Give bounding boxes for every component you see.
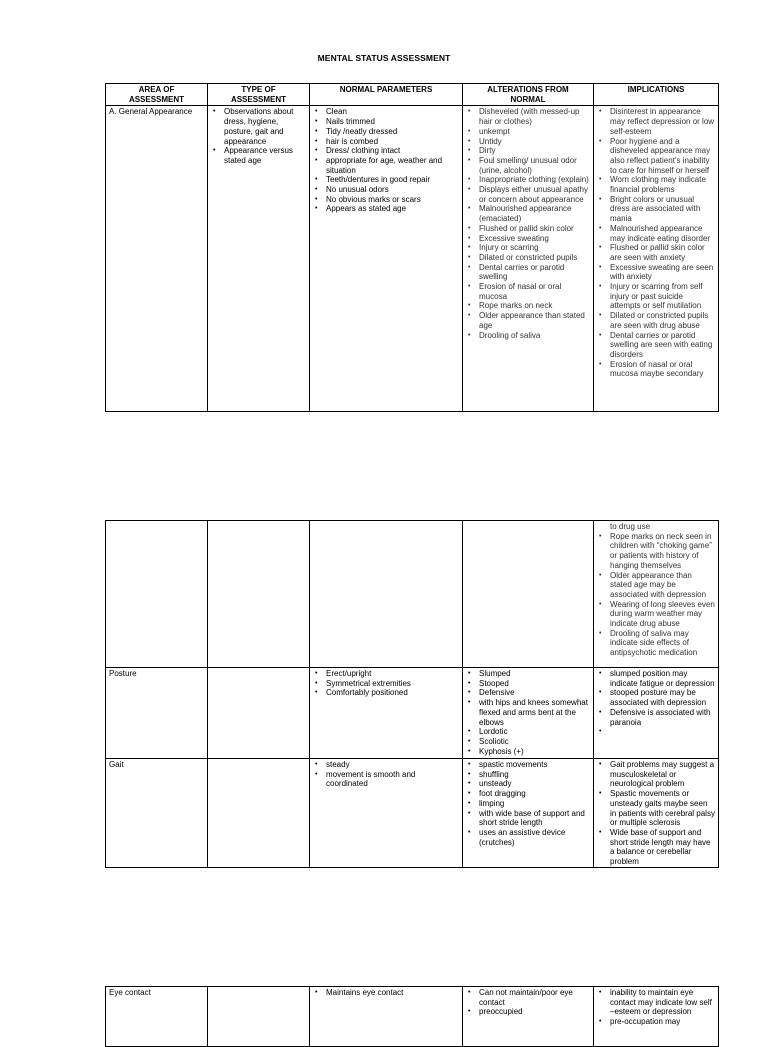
list-item: • Disheveled (with messed-up hair or clothes) bbox=[479, 107, 590, 126]
list-item: • No obvious marks or scars bbox=[326, 195, 459, 205]
normal-list bbox=[313, 107, 459, 214]
list-item: • Dilated or constricted pupils bbox=[479, 253, 590, 263]
list-item: • inability to maintain eye contact may indicate low self –esteem or depression bbox=[610, 988, 715, 1017]
list-item: • Erosion of nasal or oral mucosa bbox=[479, 282, 590, 301]
area-label: Posture bbox=[109, 669, 137, 678]
list-item: • Untidy bbox=[479, 137, 590, 147]
area-label: A. General Appearance bbox=[109, 107, 193, 117]
implications-cell bbox=[594, 521, 719, 668]
table-row-gait bbox=[106, 759, 719, 868]
list-item: • Defensive is associated with paranoia bbox=[610, 708, 715, 727]
list-item: • Drooling of saliva bbox=[479, 331, 590, 341]
list-item: • Older appearance than stated age may be associated with depression bbox=[610, 571, 715, 600]
list-item: • Symmetrical extremities bbox=[326, 679, 459, 689]
list-item: to drug use bbox=[610, 522, 651, 531]
list-item: • Displays either unusual apathy or concern about appearance bbox=[479, 185, 590, 204]
header-normal: NORMAL PARAMETERS bbox=[310, 84, 463, 106]
list-item: • steady bbox=[326, 760, 459, 770]
list-item: • Appearance versus stated age bbox=[224, 146, 306, 165]
area-cell bbox=[106, 759, 208, 868]
list-item: • with wide base of support and short stride length bbox=[479, 809, 590, 828]
list-item: • slumped position may indicate fatigue or depression bbox=[610, 669, 715, 688]
normal-list bbox=[313, 988, 459, 998]
alterations-cell bbox=[463, 106, 594, 412]
list-item: • Foul smelling/ unusual odor (urine, alcohol) bbox=[479, 156, 590, 175]
list-item: • Flushed or pallid skin color bbox=[479, 224, 590, 234]
list-item: • Disinterest in appearance may reflect depression or low self-esteem bbox=[610, 107, 715, 136]
list-item: • Malnourished appearance may indicate eating disorder bbox=[610, 224, 715, 243]
table-row-continued bbox=[106, 521, 719, 668]
assessment-table-2 bbox=[105, 520, 719, 868]
alterations-list bbox=[466, 988, 590, 1017]
list-item: • hair is combed bbox=[326, 137, 459, 147]
list-item: • No unusual odors bbox=[326, 185, 459, 195]
list-item: • Dilated or constricted pupils are seen with drug abuse bbox=[610, 311, 715, 330]
alterations-list bbox=[466, 107, 590, 340]
list-item: • appropriate for age, weather and situation bbox=[326, 156, 459, 175]
table-row-general-appearance bbox=[106, 106, 719, 412]
list-item: • Scoliotic bbox=[479, 737, 590, 747]
assessment-table-3 bbox=[105, 986, 719, 1047]
list-item: • Excessive sweating bbox=[479, 234, 590, 244]
list-item: • Flushed or pallid skin color are seen with anxiety bbox=[610, 243, 715, 262]
normal-cell bbox=[310, 987, 463, 1047]
list-item: • Injury or scarring bbox=[479, 243, 590, 253]
list-item: • Erect/upright bbox=[326, 669, 459, 679]
page-title: MENTAL STATUS ASSESSMENT bbox=[317, 53, 451, 63]
list-item: • Inappropriate clothing (explain) bbox=[479, 175, 590, 185]
list-item: • stooped posture may be associated with depression bbox=[610, 688, 715, 707]
alterations-cell bbox=[463, 668, 594, 759]
list-item: • Worn clothing may indicate financial problems bbox=[610, 175, 715, 194]
list-item: • Malnourished appearance (emaciated) bbox=[479, 204, 590, 223]
normal-cell bbox=[310, 759, 463, 868]
list-item: • Dental carries or parotid swelling are seen with eating disorders bbox=[610, 331, 715, 360]
normal-list bbox=[313, 760, 459, 789]
list-item: • Spastic movements or unsteady gaits maybe seen in patients with cerebral palsy or multiple sclerosis bbox=[610, 789, 715, 828]
list-item: • unkempt bbox=[479, 127, 590, 137]
implications-list bbox=[597, 107, 715, 379]
list-item: • Gait problems may suggest a musculoskeletal or neurological problem bbox=[610, 760, 715, 789]
list-item: • Older appearance than stated age bbox=[479, 311, 590, 330]
implications-list bbox=[597, 669, 715, 737]
type-list bbox=[211, 107, 306, 165]
implications-list bbox=[597, 760, 715, 867]
area-cell bbox=[106, 987, 208, 1047]
implications-list bbox=[597, 532, 715, 658]
implications-list bbox=[597, 522, 715, 532]
list-item: • Wearing of long sleeves even during warm weather may indicate drug abuse bbox=[610, 600, 715, 629]
table-row-eye-contact bbox=[106, 987, 719, 1047]
list-item: • Rope marks on neck bbox=[479, 301, 590, 311]
list-item bbox=[610, 727, 715, 737]
list-item: • Bright colors or unusual dress are associated with mania bbox=[610, 195, 715, 224]
list-item: • Dirty bbox=[479, 146, 590, 156]
table-row-posture bbox=[106, 668, 719, 759]
header-area: AREA OF ASSESSMENT bbox=[106, 84, 208, 106]
type-cell bbox=[208, 106, 310, 412]
list-item: • Erosion of nasal or oral mucosa maybe secondary bbox=[610, 360, 715, 379]
list-item: • Observations about dress, hygiene, posture, gait and appearance bbox=[224, 107, 306, 146]
list-item: • Excessive sweating are seen with anxiety bbox=[610, 263, 715, 282]
list-item: • Can not maintain/poor eye contact bbox=[479, 988, 590, 1007]
list-item: • Injury or scarring from self injury or past suicide attempts or self mutilation bbox=[610, 282, 715, 311]
list-item: • unsteady bbox=[479, 779, 590, 789]
list-item: • Maintains eye contact bbox=[326, 988, 459, 998]
list-item: • limping bbox=[479, 799, 590, 809]
area-label: Gait bbox=[109, 760, 124, 769]
list-item: • pre-occupation may bbox=[610, 1017, 715, 1027]
area-cell bbox=[106, 106, 208, 412]
implications-cell bbox=[594, 668, 719, 759]
header-row bbox=[106, 84, 719, 106]
list-item: • Nails trimmed bbox=[326, 117, 459, 127]
area-cell bbox=[106, 668, 208, 759]
list-item: • Teeth/dentures in good repair bbox=[326, 175, 459, 185]
list-item: • Defensive bbox=[479, 688, 590, 698]
list-item: • movement is smooth and coordinated bbox=[326, 770, 459, 789]
area-label: Eye contact bbox=[109, 988, 151, 997]
list-item: • preoccupied bbox=[479, 1007, 590, 1017]
list-item: • Stooped bbox=[479, 679, 590, 689]
list-item: • Slumped bbox=[479, 669, 590, 679]
list-item: • shuffling bbox=[479, 770, 590, 780]
normal-list bbox=[313, 669, 459, 698]
list-item: • Lordotic bbox=[479, 727, 590, 737]
list-item: • Clean bbox=[326, 107, 459, 117]
list-item: • Drooling of saliva may indicate side effects of antipsychotic medication bbox=[610, 629, 715, 658]
list-item: • Rope marks on neck seen in children with “choking game” or patients with history of hanging themselves bbox=[610, 532, 715, 571]
normal-cell bbox=[310, 668, 463, 759]
list-item: • foot dragging bbox=[479, 789, 590, 799]
header-alterations: ALTERATIONS FROM NORMAL bbox=[463, 84, 594, 106]
normal-cell bbox=[310, 106, 463, 412]
alterations-cell bbox=[463, 987, 594, 1047]
alterations-cell bbox=[463, 759, 594, 868]
implications-cell bbox=[594, 987, 719, 1047]
header-type: TYPE OF ASSESSMENT bbox=[208, 84, 310, 106]
list-item: • Poor hygiene and a disheveled appearance may also reflect patient’s inability to care for himself or herself bbox=[610, 137, 715, 176]
list-item: • Appears as stated age bbox=[326, 204, 459, 214]
alterations-list bbox=[466, 669, 590, 756]
header-implications: IMPLICATIONS bbox=[594, 84, 719, 106]
alterations-list bbox=[466, 760, 590, 847]
list-item: • Kyphosis (+) bbox=[479, 747, 590, 757]
list-item: • Dental carries or parotid swelling bbox=[479, 263, 590, 282]
list-item: • uses an assistive device (crutches) bbox=[479, 828, 590, 847]
implications-cell bbox=[594, 759, 719, 868]
list-item: • Tidy /neatly dressed bbox=[326, 127, 459, 137]
list-item: • Wide base of support and short stride length may have a balance or cerebellar problem bbox=[610, 828, 715, 867]
assessment-table-1 bbox=[105, 83, 719, 412]
list-item: • Dress/ clothing intact bbox=[326, 146, 459, 156]
list-item: • spastic movements bbox=[479, 760, 590, 770]
implications-list bbox=[597, 988, 715, 1027]
implications-cell bbox=[594, 106, 719, 412]
list-item: • with hips and knees somewhat flexed and arms bent at the elbows bbox=[479, 698, 590, 727]
list-item: • Comfortably positioned bbox=[326, 688, 459, 698]
